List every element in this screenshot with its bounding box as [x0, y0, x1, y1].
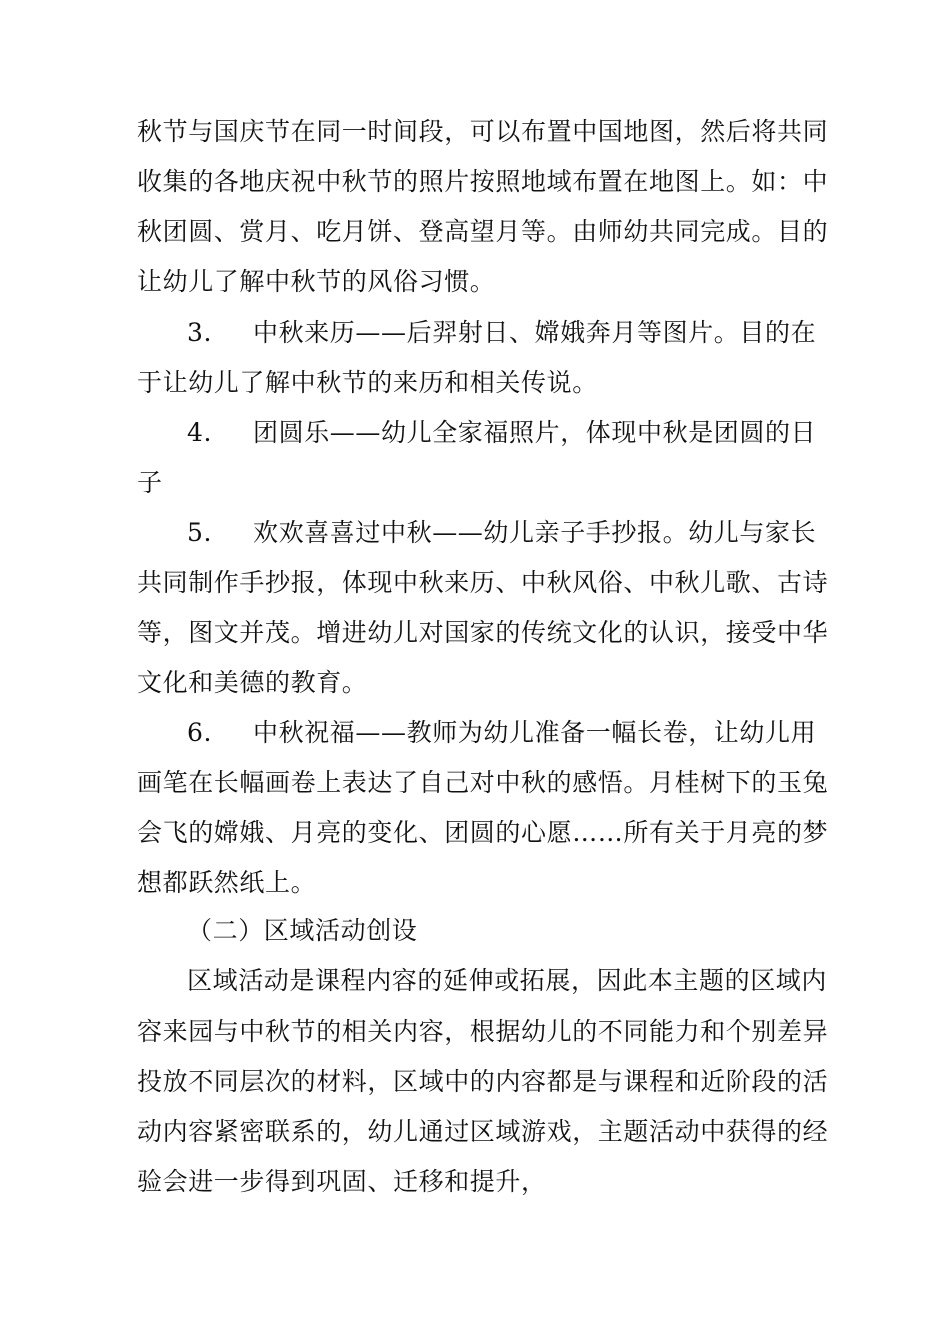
text-line: 共同制作手抄报，体现中秋来历、中秋风俗、中秋儿歌、古诗: [137, 568, 829, 597]
text-line: 文化和美德的教育。: [137, 668, 368, 697]
list-item-6: [187, 718, 816, 748]
text-line: 想都跃然纸上。: [137, 868, 317, 897]
list-item-text: 中秋祝福——教师为幼儿准备一幅长卷，让幼儿用: [253, 718, 817, 747]
list-item-number: 3.: [187, 318, 213, 347]
text-line: 秋节与国庆节在同一时间段，可以布置中国地图，然后将共同: [137, 117, 829, 146]
text-line: 验会进一步得到巩固、迁移和提升，: [137, 1167, 547, 1196]
list-item-4: [187, 418, 816, 448]
list-item-number: 6.: [187, 718, 213, 747]
list-item-text: 团圆乐——幼儿全家福照片，体现中秋是团圆的日: [253, 418, 817, 447]
text-line: 会飞的嫦娥、月亮的变化、团圆的心愿……所有关于月亮的梦: [137, 818, 829, 847]
list-item-number: 5.: [187, 518, 213, 547]
list-item-number: 4.: [187, 418, 213, 447]
text-line: 收集的各地庆祝中秋节的照片按照地域布置在地图上。如：中: [137, 167, 829, 196]
paragraph-first-line: 区域活动是课程内容的延伸或拓展，因此本主题的区域内: [187, 966, 828, 995]
text-line: 动内容紧密联系的，幼儿通过区域游戏，主题活动中获得的经: [137, 1117, 829, 1146]
text-line: 容来园与中秋节的相关内容，根据幼儿的不同能力和个别差异: [137, 1017, 829, 1046]
list-item-3: [187, 318, 816, 348]
text-line: 画笔在长幅画卷上表达了自己对中秋的感悟。月桂树下的玉兔: [137, 768, 829, 797]
text-line: 子: [137, 468, 163, 497]
text-line: 投放不同层次的材料，区域中的内容都是与课程和近阶段的活: [137, 1067, 829, 1096]
list-item-5: [187, 518, 816, 548]
list-item-text: 中秋来历——后羿射日、嫦娥奔月等图片。目的在: [253, 318, 817, 347]
text-line: 等，图文并茂。增进幼儿对国家的传统文化的认识，接受中华: [137, 618, 829, 647]
text-line: 于让幼儿了解中秋节的来历和相关传说。: [137, 368, 598, 397]
text-line: 让幼儿了解中秋节的风俗习惯。: [137, 267, 496, 296]
section-heading: （二）区域活动创设: [187, 916, 418, 945]
list-item-text: 欢欢喜喜过中秋——幼儿亲子手抄报。幼儿与家长: [253, 518, 817, 547]
text-line: 秋团圆、赏月、吃月饼、登高望月等。由师幼共同完成。目的: [137, 217, 829, 246]
